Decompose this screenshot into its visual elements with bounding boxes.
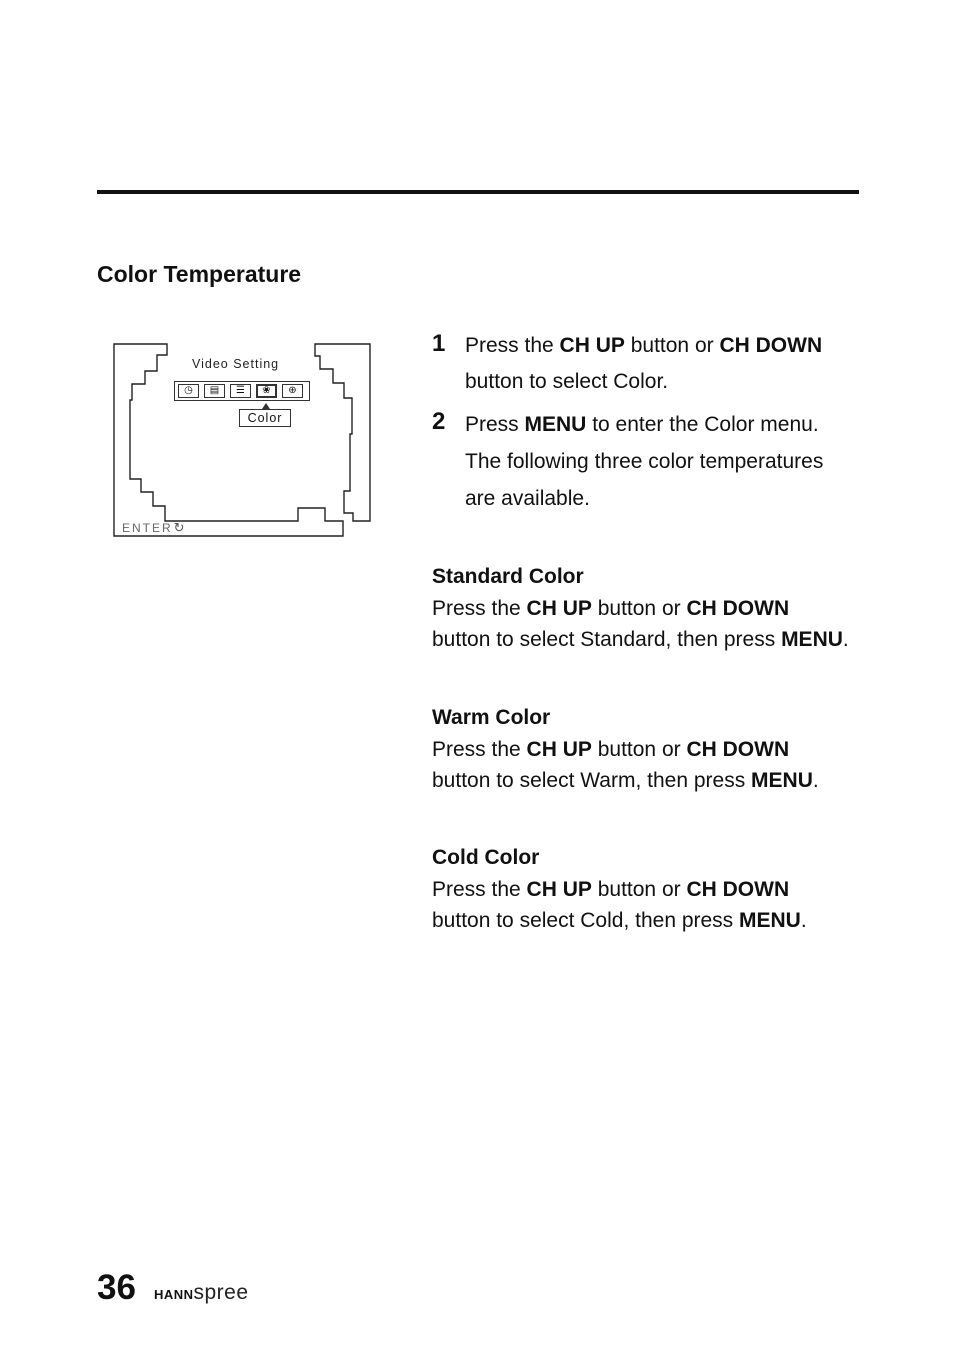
page-number: 36 <box>97 1268 136 1307</box>
bold-term: CH DOWN <box>686 596 790 620</box>
clock-icon[interactable]: ◷ <box>178 384 199 398</box>
globe-icon[interactable]: ⊕ <box>282 384 303 398</box>
bold-term: CH DOWN <box>719 334 823 357</box>
text-run: Press the <box>465 334 560 357</box>
step-number: 2 <box>432 408 446 435</box>
text-run: button to select Color. <box>465 370 669 393</box>
text-run: . <box>812 769 819 792</box>
cold-color-section <box>432 842 852 937</box>
text-run: Press the <box>432 596 527 620</box>
text-run: button or <box>591 596 687 620</box>
text-run: button or <box>591 877 687 901</box>
page-footer <box>97 1268 249 1308</box>
osd-selected-label: Color <box>239 409 291 427</box>
bold-term: CH UP <box>559 334 625 357</box>
bold-term: CH DOWN <box>686 737 790 761</box>
text-run: . <box>800 909 807 932</box>
item-text <box>432 874 852 937</box>
bold-term: MENU <box>524 413 587 436</box>
section-title: Color Temperature <box>97 261 302 287</box>
bold-term: MENU <box>751 769 813 792</box>
picture-icon[interactable]: ▤ <box>204 384 225 398</box>
brand-bold: HANN <box>153 1287 194 1302</box>
standard-color-section <box>432 561 852 656</box>
film-icon[interactable]: ☰ <box>230 384 251 398</box>
step-number: 1 <box>432 330 446 357</box>
bold-term: CH UP <box>526 596 592 620</box>
brand-light: spree <box>193 1281 249 1304</box>
brand-logo <box>154 1281 249 1305</box>
bold-term: CH UP <box>526 737 592 761</box>
osd-menu-illustration <box>112 341 374 538</box>
text-run: button or <box>624 334 720 357</box>
item-text <box>432 593 852 656</box>
item-heading: Standard Color <box>432 565 584 588</box>
text-run: button to select Warm, then press <box>432 769 752 792</box>
enter-arrow-icon: ↻ <box>173 520 187 535</box>
palette-icon[interactable]: ❀ <box>256 384 277 398</box>
item-text <box>432 734 852 797</box>
enter-label: ENTER <box>122 521 173 535</box>
osd-icon-bar <box>174 381 310 401</box>
osd-title: Video Setting <box>192 357 280 371</box>
warm-color-section <box>432 702 852 797</box>
osd-enter-hint <box>122 520 187 536</box>
bold-term: CH UP <box>526 877 592 901</box>
bold-term: MENU <box>739 909 801 932</box>
text-run: Press the <box>432 877 527 901</box>
bold-term: CH DOWN <box>686 877 790 901</box>
text-run: button or <box>591 737 687 761</box>
text-run: Press the <box>432 737 527 761</box>
bold-term: MENU <box>781 628 843 651</box>
text-run: button to select Standard, then press <box>432 628 782 651</box>
item-heading: Cold Color <box>432 846 540 869</box>
text-run: . <box>842 628 849 651</box>
text-run: to enter the Color menu. The following three color temperatures are available. <box>465 413 824 510</box>
step-text <box>465 406 835 517</box>
header-rule <box>97 190 859 194</box>
text-run: button to select Cold, then press <box>432 909 740 932</box>
item-heading: Warm Color <box>432 706 551 729</box>
text-run: Press <box>465 413 525 436</box>
step-text <box>465 328 835 400</box>
